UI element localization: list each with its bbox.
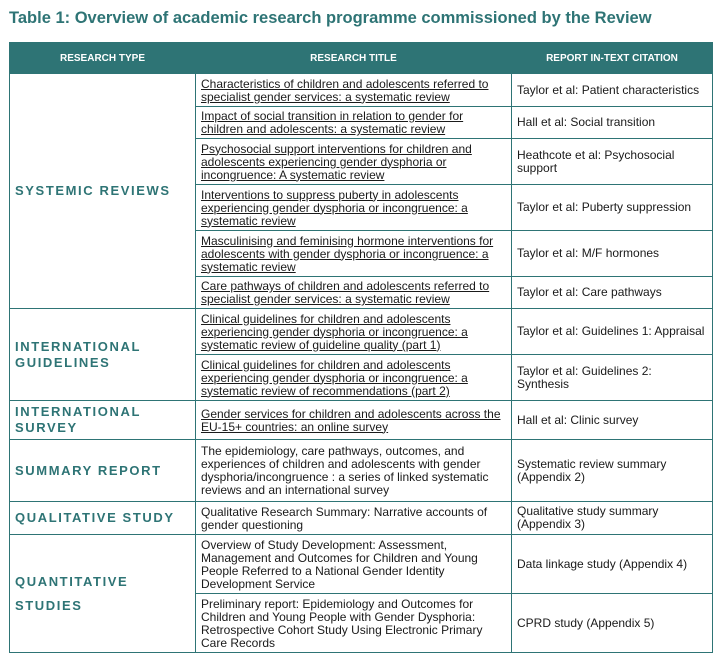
table-row bbox=[10, 440, 713, 502]
title-link[interactable]: Gender services for children and adolescents across the EU-15+ countries: an online survey bbox=[201, 406, 501, 434]
type-systemic-reviews: SYSTEMIC REVIEWS bbox=[10, 74, 196, 309]
title-link[interactable]: Characteristics of children and adolescents referred to specialist gender services: a systematic review bbox=[201, 76, 489, 104]
citation: Taylor et al: Patient characteristics bbox=[512, 74, 713, 107]
citation: Heathcote et al: Psychosocial support bbox=[512, 139, 713, 185]
table-row bbox=[10, 309, 713, 355]
citation: Taylor et al: Care pathways bbox=[512, 277, 713, 309]
type-quantitative-studies: QUANTITATIVE STUDIES bbox=[10, 535, 196, 653]
table-row bbox=[10, 502, 713, 535]
table-row bbox=[10, 401, 713, 440]
citation: Qualitative study summary (Appendix 3) bbox=[512, 502, 713, 535]
research-programme-table bbox=[9, 42, 713, 653]
research-title: Qualitative Research Summary: Narrative accounts of gender questioning bbox=[196, 502, 512, 535]
citation: CPRD study (Appendix 5) bbox=[512, 594, 713, 653]
header-row bbox=[10, 43, 713, 74]
citation: Hall et al: Clinic survey bbox=[512, 401, 713, 440]
table-row bbox=[10, 535, 713, 594]
title-link[interactable]: Clinical guidelines for children and adolescents experiencing gender dysphoria or incongruence: a systematic review of recommendations (part 2) bbox=[201, 357, 468, 398]
citation: Hall et al: Social transition bbox=[512, 107, 713, 139]
title-link[interactable]: Care pathways of children and adolescents referred to specialist gender services: a systematic review bbox=[201, 279, 490, 306]
research-title: Preliminary report: Epidemiology and Outcomes for Children and Young People with Gender Dysphoria: Retrospective Cohort Study Using Electronic Primary Care Records bbox=[196, 594, 512, 653]
header-citation: REPORT IN-TEXT CITATION bbox=[512, 43, 713, 74]
table-row bbox=[10, 74, 713, 107]
research-title: Overview of Study Development: Assessment, Management and Outcomes for Children and Young People Referred to a National Gender Identity Development Service bbox=[196, 535, 512, 594]
type-qualitative-study: QUALITATIVE STUDY bbox=[10, 502, 196, 535]
title-link[interactable]: Interventions to suppress puberty in adolescents experiencing gender dysphoria or incongruence: a systematic review bbox=[201, 187, 468, 228]
type-international-survey: INTERNATIONAL SURVEY bbox=[10, 401, 196, 440]
table-title: Table 1: Overview of academic research programme commissioned by the Review bbox=[9, 9, 652, 27]
title-link[interactable]: Psychosocial support interventions for children and adolescents experiencing gender dysphoria or incongruence: A systematic review bbox=[201, 141, 472, 182]
research-title: The epidemiology, care pathways, outcomes, and experiences of children and adolescents with gender dysphoria/incongruence : a series of linked systematic reviews and an international survey bbox=[196, 440, 512, 502]
citation: Data linkage study (Appendix 4) bbox=[512, 535, 713, 594]
title-link[interactable]: Impact of social transition in relation to gender for children and adolescents: a systematic review bbox=[201, 109, 464, 136]
citation: Taylor et al: Guidelines 1: Appraisal bbox=[512, 309, 713, 355]
type-summary-report: SUMMARY REPORT bbox=[10, 440, 196, 502]
citation: Systematic review summary (Appendix 2) bbox=[512, 440, 713, 502]
citation: Taylor et al: Puberty suppression bbox=[512, 185, 713, 231]
citation: Taylor et al: Guidelines 2: Synthesis bbox=[512, 355, 713, 401]
title-link[interactable]: Masculinising and feminising hormone interventions for adolescents with gender dysphoria or incongruence: a systematic review bbox=[201, 233, 494, 274]
header-research-type: RESEARCH TYPE bbox=[10, 43, 196, 74]
header-research-title: RESEARCH TITLE bbox=[196, 43, 512, 74]
title-link[interactable]: Clinical guidelines for children and adolescents experiencing gender dysphoria or incongruence: a systematic review of guideline quality (part 1) bbox=[201, 311, 468, 352]
type-international-guidelines: INTERNATIONAL GUIDELINES bbox=[10, 309, 196, 401]
citation: Taylor et al: M/F hormones bbox=[512, 231, 713, 277]
